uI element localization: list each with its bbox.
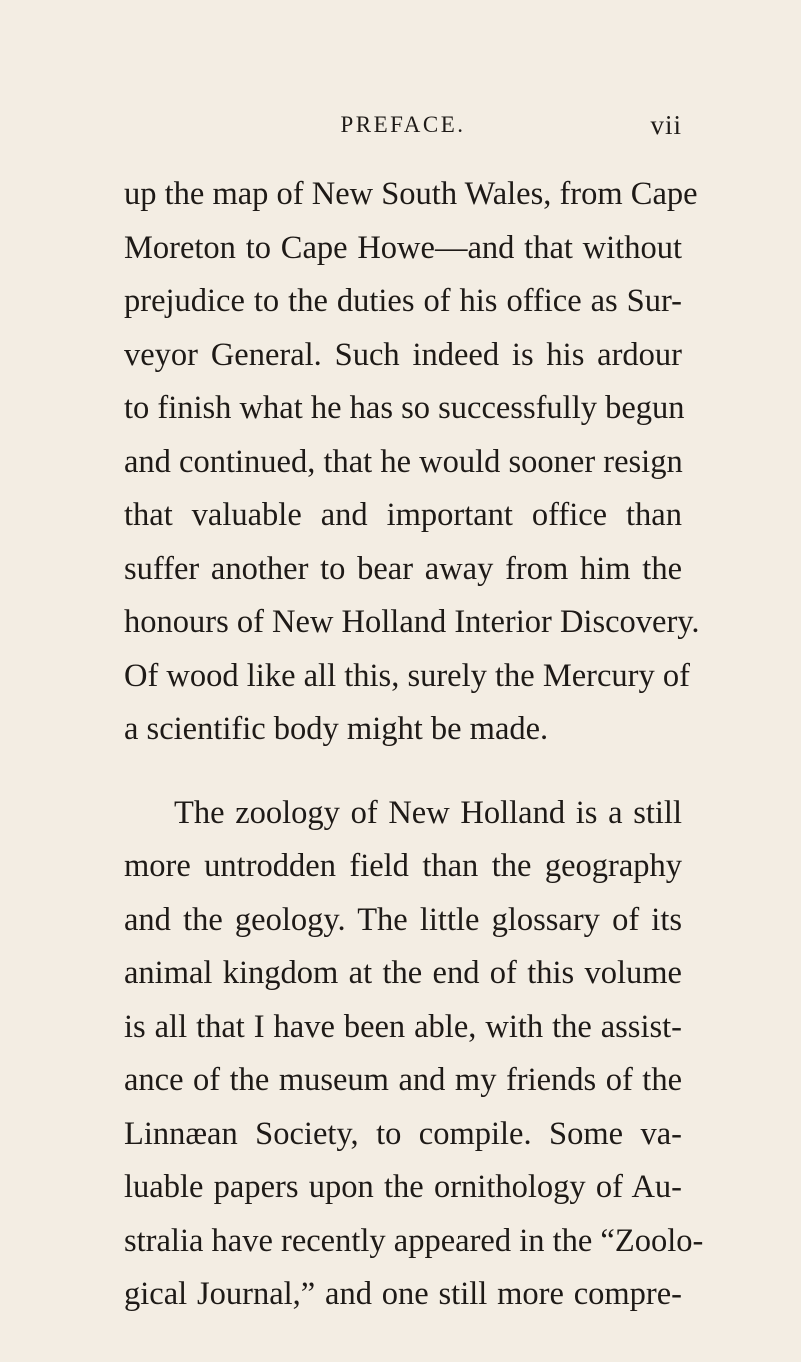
text-line: honours of New Holland Interior Discovery.	[124, 604, 700, 640]
text-line: and the geology. The little glossary of its	[124, 901, 682, 938]
text-line: more untrodden field than the geography	[124, 848, 682, 884]
paragraph-gap	[124, 757, 682, 787]
text-line: Linnæan Society, to compile. Some va-	[124, 1115, 682, 1152]
text-line: prejudice to the duties of his office as Sur-	[124, 283, 682, 319]
text-line: Moreton to Cape Howe—and that without	[124, 229, 682, 266]
text-line: is all that I have been able, with the assist-	[124, 1008, 682, 1045]
text-line: veyor General. Such indeed is his ardour	[124, 336, 682, 373]
text-line: Of wood like all this, surely the Mercury of	[124, 657, 690, 694]
text-line: stralia have recently appeared in the “Zoolo-	[124, 1222, 704, 1259]
running-head	[124, 108, 682, 142]
text-line: luable papers upon the ornithology of Au-	[124, 1169, 682, 1205]
body-text	[124, 168, 704, 1322]
text-line: The zoology of New Holland is a still	[174, 794, 682, 831]
page-number: vii	[650, 110, 682, 140]
text-line: suffer another to bear away from him the	[124, 550, 682, 587]
text-line: a scientific body might be made.	[124, 711, 549, 747]
text-line: to finish what he has so successfully begun	[124, 390, 685, 426]
text-line: and continued, that he would sooner resign	[124, 443, 683, 480]
running-title: PREFACE.	[340, 112, 466, 137]
text-line: ance of the museum and my friends of the	[124, 1062, 682, 1098]
text-line: that valuable and important office than	[124, 497, 682, 533]
text-line: gical Journal,” and one still more compre-	[124, 1276, 682, 1312]
text-line: up the map of New South Wales, from Cape	[124, 176, 698, 212]
text-line: animal kingdom at the end of this volume	[124, 955, 682, 991]
